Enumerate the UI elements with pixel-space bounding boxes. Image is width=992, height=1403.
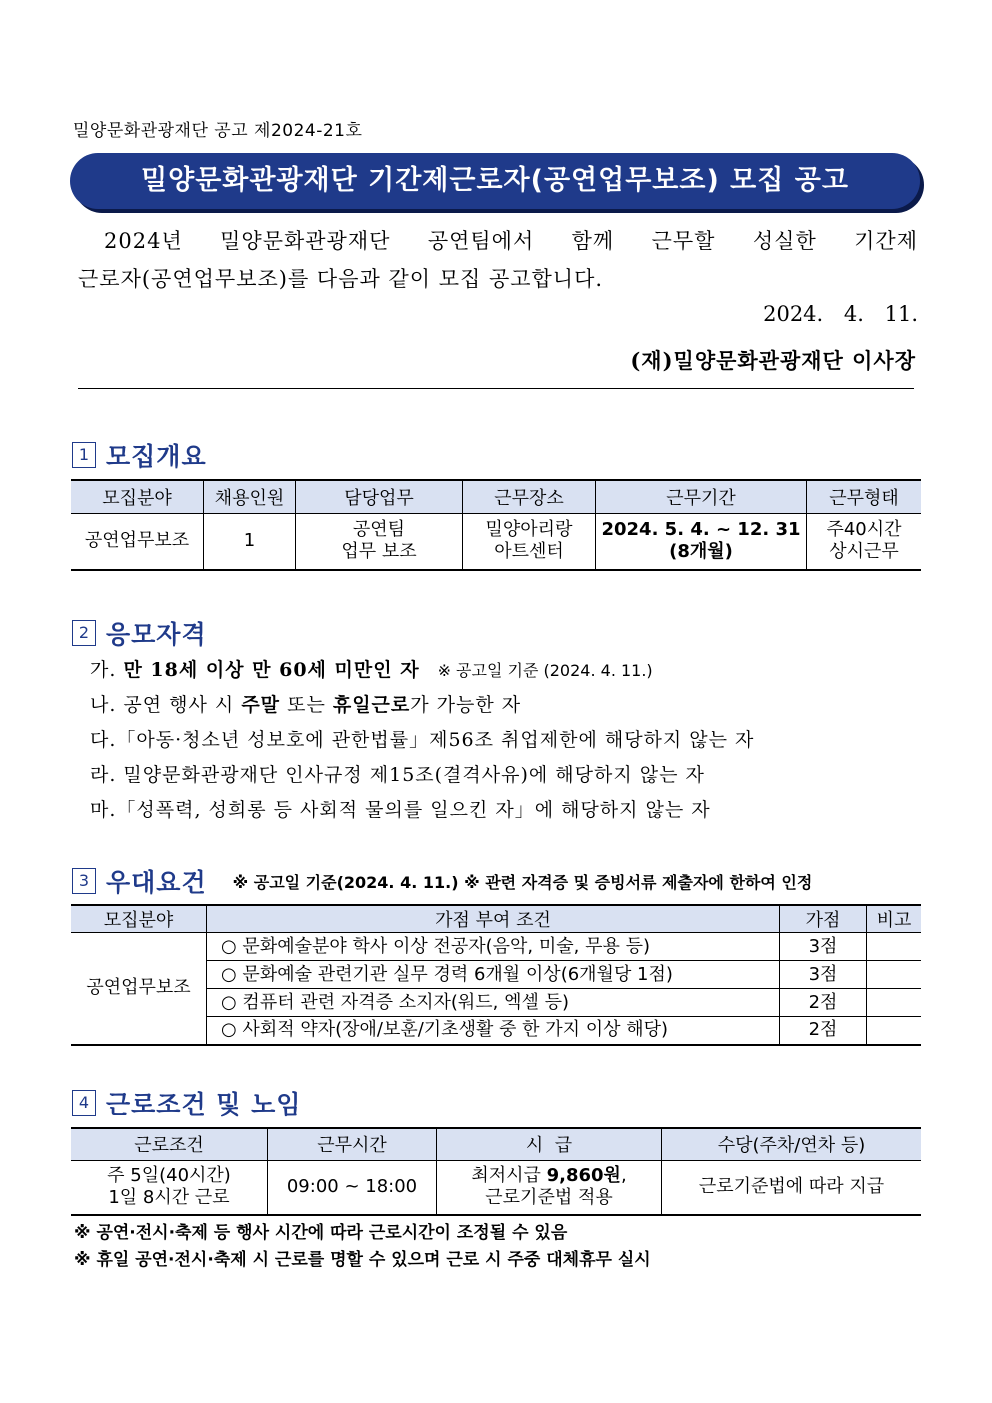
list-item: 마.「성폭력, 성희롱 등 사회적 물의를 일으킨 자」에 해당하지 않는 자: [90, 799, 711, 821]
period-cell: [596, 513, 807, 570]
list-item: [90, 688, 754, 723]
section-note: ※ 공고일 기준(2024. 4. 11.) ※ 관련 자격증 및 증빙서류 제출자에 한하여 인정: [232, 872, 813, 892]
remark-cell: [867, 933, 922, 961]
duty-cell: [296, 513, 463, 570]
hours-cell: 09:00 ~ 18:00: [268, 1160, 437, 1215]
field-cell: 공연업무보조: [71, 513, 204, 570]
type-line: 상시근무: [829, 541, 899, 563]
duty-line: 업무 보조: [341, 541, 417, 563]
allowance-cell: 근로기준법에 따라 지급: [662, 1160, 922, 1215]
section-4-heading: [72, 1085, 301, 1121]
header-condition: 근로조건: [71, 1128, 268, 1160]
header-allowance: 수당(주차/연차 등): [662, 1128, 922, 1160]
wage-amount: 9,860원: [546, 1165, 621, 1187]
banner-title: 밀양문화관광재단 기간제근로자(공연업무보조) 모집 공고: [70, 153, 920, 209]
remark-cell: [867, 1017, 922, 1045]
header-type: 근무형태: [807, 480, 922, 513]
intro-paragraph: [78, 222, 918, 298]
section-2-heading: [72, 615, 207, 651]
table-row: [71, 513, 921, 570]
header-condition: 가점 부여 조건: [207, 905, 780, 933]
section-number: 3: [72, 868, 96, 894]
table-row: [71, 933, 921, 961]
place-line: 밀양아리랑: [485, 519, 573, 541]
header-duty: 담당업무: [296, 480, 463, 513]
condition-cell: ○ 문화예술분야 학사 이상 전공자(음악, 미술, 무용 등): [207, 933, 780, 961]
header-field: 모집분야: [71, 480, 204, 513]
period-line: (8개월): [669, 541, 733, 563]
intro-line-2: 근로자(공연업무보조)를 다음과 같이 모집 공고합니다.: [78, 267, 604, 291]
section-number: 1: [72, 442, 96, 468]
list-item: [90, 653, 754, 688]
header-hours: 근무시간: [268, 1128, 437, 1160]
condition-cell: ○ 문화예술 관련기관 실무 경력 6개월 이상(6개월당 1점): [207, 961, 780, 989]
notice-date: 2024. 4. 11.: [763, 302, 918, 326]
count-cell: 1: [204, 513, 296, 570]
duty-line: 공연팀: [352, 519, 406, 541]
item-text: 나. 공연 행사 시: [90, 694, 242, 716]
list-item: 라. 밀양문화관광재단 인사규정 제15조(결격사유)에 해당하지 않는 자: [90, 764, 705, 786]
section-title: 모집개요: [106, 442, 207, 471]
points-cell: 3점: [780, 961, 867, 989]
header-points: 가점: [780, 905, 867, 933]
item-emphasis: 만 18세 이상 만 60세 미만인 자: [123, 659, 420, 681]
header-wage: 시 급: [437, 1128, 662, 1160]
place-line: 아트센터: [494, 541, 564, 563]
remark-cell: [867, 961, 922, 989]
section-title: 근로조건 및 노임: [106, 1090, 302, 1119]
condition-cell: ○ 사회적 약자(장애/보훈/기초생활 중 한 가지 이상 해당): [207, 1017, 780, 1045]
points-cell: 2점: [780, 989, 867, 1017]
item-text: 또는: [280, 694, 333, 716]
item-note: ※ 공고일 기준 (2024. 4. 11.): [437, 661, 653, 680]
qualification-list: [90, 653, 754, 828]
table-row: [71, 1160, 921, 1215]
item-text: 가 가능한 자: [410, 694, 522, 716]
preference-table: [71, 904, 921, 1046]
wage-cell: [437, 1160, 662, 1215]
item-emphasis: 주말: [241, 694, 281, 716]
wage-line: [437, 1165, 661, 1187]
condition-line: 1일 8시간 근로: [108, 1187, 230, 1209]
points-cell: 3점: [780, 933, 867, 961]
notice-number: 밀양문화관광재단 공고 제2024-21호: [73, 121, 363, 141]
footnote: ※ 휴일 공연·전시·축제 시 근로를 명할 수 있으며 근로 시 주중 대체휴무 실시: [74, 1250, 651, 1270]
header-period: 근무기간: [596, 480, 807, 513]
divider: [78, 388, 914, 389]
recruitment-table: [71, 479, 921, 571]
section-3-heading: [72, 863, 812, 899]
place-cell: [463, 513, 596, 570]
conditions-table: [71, 1127, 921, 1216]
item-emphasis: 휴일근로: [332, 694, 411, 716]
header-place: 근무장소: [463, 480, 596, 513]
period-line: 2024. 5. 4. ~ 12. 31: [601, 519, 801, 541]
item-prefix: 가.: [90, 659, 124, 681]
header-field: 모집분야: [71, 905, 207, 933]
section-number: 2: [72, 620, 96, 646]
footnote: ※ 공연·전시·축제 등 행사 시간에 따라 근로시간이 조정될 수 있음: [74, 1223, 568, 1243]
header-count: 채용인원: [204, 480, 296, 513]
issuer: (재)밀양문화관광재단 이사장: [630, 348, 916, 373]
field-cell: 공연업무보조: [71, 933, 207, 1045]
type-line: 주40시간: [826, 519, 902, 541]
footnotes: [74, 1220, 651, 1274]
wage-text: 최저시급: [471, 1165, 547, 1187]
section-title: 응모자격: [106, 620, 207, 649]
header-remark: 비고: [867, 905, 922, 933]
wage-line: 근로기준법 적용: [485, 1187, 613, 1209]
type-cell: [807, 513, 922, 570]
section-1-heading: [72, 437, 207, 473]
condition-cell: [71, 1160, 268, 1215]
condition-cell: ○ 컴퓨터 관련 자격증 소지자(워드, 엑셀 등): [207, 989, 780, 1017]
section-number: 4: [72, 1090, 96, 1116]
section-title: 우대요건: [106, 868, 207, 897]
intro-line-1: 2024년 밀양문화관광재단 공연팀에서 함께 근무할 성실한 기간제: [104, 229, 918, 253]
list-item: 다.「아동·청소년 성보호에 관한법률」제56조 취업제한에 해당하지 않는 자: [90, 729, 755, 751]
wage-text: ,: [620, 1165, 627, 1187]
points-cell: 2점: [780, 1017, 867, 1045]
remark-cell: [867, 989, 922, 1017]
condition-line: 주 5일(40시간): [107, 1165, 231, 1187]
